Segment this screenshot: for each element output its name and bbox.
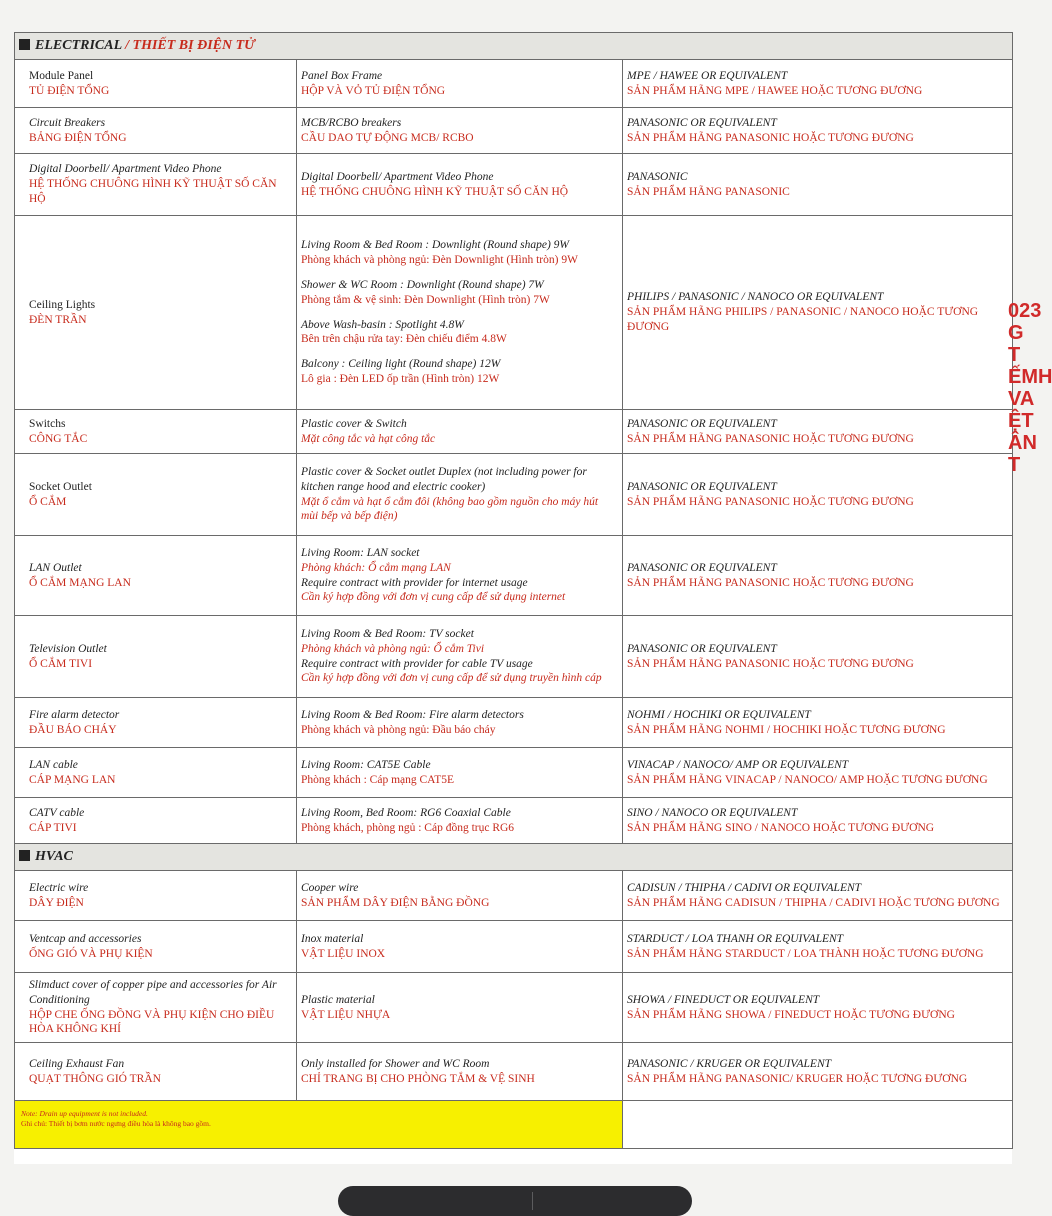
table-row (15, 454, 1013, 536)
item-cell (15, 410, 297, 454)
spec-en: Require contract with provider for cable TV usage (301, 657, 533, 670)
item-name-en: CATV cable (29, 806, 85, 819)
spec-cell (297, 798, 623, 844)
brand-vi: SẢN PHẨM HÃNG CADISUN / THIPHA / CADIVI HOẶC TƯƠNG ĐƯƠNG (627, 896, 1000, 909)
note-cell (15, 1101, 623, 1149)
section-title-vi: THIẾT BỊ ĐIỆN TỬ (132, 37, 255, 53)
brand-vi: SẢN PHẨM HÃNG PANASONIC (627, 185, 790, 198)
spec-vi: VẬT LIỆU NHỰA (301, 1008, 391, 1021)
spec-en: Living Room & Bed Room: TV socket (301, 627, 474, 640)
table-row (15, 410, 1013, 454)
spec-cell (297, 871, 623, 921)
spec-cell (297, 921, 623, 973)
brand-vi: SẢN PHẨM HÃNG PHILIPS / PANASONIC / NANOCO HOẶC TƯƠNG ĐƯƠNG (627, 306, 979, 333)
spec-vi: Phòng khách và phòng ngủ: Đầu báo cháy (301, 723, 496, 736)
brand-vi: SẢN PHẨM HÃNG PANASONIC HOẶC TƯƠNG ĐƯƠNG (627, 495, 914, 508)
brand-vi: SẢN PHẨM HÃNG SHOWA / FINEDUCT HOẶC TƯƠNG ĐƯƠNG (627, 1008, 955, 1021)
brand-en: PANASONIC OR EQUIVALENT (627, 116, 777, 129)
spec-en: Plastic material (301, 993, 375, 1006)
item-name-en: Television Outlet (29, 642, 107, 655)
item-cell (15, 798, 297, 844)
table-row (15, 973, 1013, 1043)
spec-cell (297, 216, 623, 410)
brand-en: PANASONIC (627, 170, 688, 183)
brand-cell (623, 60, 1013, 108)
item-cell (15, 748, 297, 798)
item-cell (15, 454, 297, 536)
spec-en: Living Room: LAN socket (301, 546, 420, 559)
item-name-vi: ĐÈN TRẦN (29, 313, 87, 326)
spec-vi: Phòng khách và phòng ngủ: Đèn Downlight (Hình tròn) 9W (301, 253, 578, 266)
spec-vi: SẢN PHẨM DÂY ĐIỆN BẰNG ĐỒNG (301, 896, 490, 909)
brand-vi: SẢN PHẨM HÃNG STARDUCT / LOA THÀNH HOẶC TƯƠNG ĐƯƠNG (627, 947, 984, 960)
item-name-vi: HỆ THỐNG CHUÔNG HÌNH KỸ THUẬT SỐ CĂN HỘ (29, 178, 277, 205)
table-row (15, 616, 1013, 698)
brand-en: PANASONIC / KRUGER OR EQUIVALENT (627, 1057, 832, 1070)
item-cell (15, 536, 297, 616)
item-name-vi: CÁP TIVI (29, 821, 77, 834)
item-name-en: LAN cable (29, 758, 78, 771)
specification-table (14, 32, 1013, 1149)
brand-cell (623, 216, 1013, 410)
brand-cell (623, 698, 1013, 748)
item-name-vi: Ổ CẮM MẠNG LAN (29, 576, 131, 589)
item-name-en: Fire alarm detector (29, 708, 120, 721)
brand-cell (623, 871, 1013, 921)
item-cell (15, 216, 297, 410)
item-name-vi: TỦ ĐIỆN TỔNG (29, 84, 110, 97)
spec-cell (297, 748, 623, 798)
item-name-vi: QUẠT THÔNG GIÓ TRẦN (29, 1072, 161, 1085)
table-row (15, 798, 1013, 844)
spec-vi: Phòng khách, phòng ngủ : Cáp đồng trục RG6 (301, 821, 515, 834)
spec-cell (297, 60, 623, 108)
bullet-square-icon (19, 850, 30, 861)
spec-sheet (14, 32, 1012, 1164)
spec-en: Digital Doorbell/ Apartment Video Phone (301, 170, 494, 183)
spec-vi: Cần ký hợp đồng với đơn vị cung cấp để sử dụng truyền hình cáp (301, 672, 602, 685)
spec-cell (297, 154, 623, 216)
spec-vi: CẦU DAO TỰ ĐỘNG MCB/ RCBO (301, 131, 474, 144)
spec-en: Plastic cover & Socket outlet Duplex (not including power for kitchen range hood and electric cooker) (301, 465, 587, 493)
brand-vi: SẢN PHẨM HÃNG PANASONIC HOẶC TƯƠNG ĐƯƠNG (627, 432, 914, 445)
item-cell (15, 871, 297, 921)
spec-vi: Mặt ổ cắm và hạt ổ cắm đôi (không bao gồm nguồn cho máy hút mùi bếp và bếp điện) (301, 495, 599, 523)
brand-cell (623, 108, 1013, 154)
spec-en: Panel Box Frame (301, 69, 383, 82)
item-name-en: Slimduct cover of copper pipe and accessories for Air Conditioning (29, 978, 277, 1006)
brand-en: PANASONIC OR EQUIVALENT (627, 417, 777, 430)
brand-cell (623, 798, 1013, 844)
spec-vi: Phòng khách : Cáp mạng CAT5E (301, 773, 454, 786)
brand-cell (623, 921, 1013, 973)
table-row (15, 921, 1013, 973)
spec-cell (297, 973, 623, 1043)
item-name-en: Module Panel (29, 69, 94, 82)
spec-vi: Phòng tắm & vệ sinh: Đèn Downlight (Hình tròn) 7W (301, 293, 550, 306)
spec-vi: Phòng khách và phòng ngủ: Ổ cắm Tivi (301, 642, 485, 655)
spec-en: Cooper wire (301, 881, 359, 894)
note-vi: Ghi chú: Thiết bị bơm nước ngưng điều hòa là không bao gồm. (21, 1119, 211, 1129)
spec-vi: Mặt công tắc và hạt công tắc (301, 432, 436, 445)
item-name-vi: ỐNG GIÓ VÀ PHỤ KIỆN (29, 947, 153, 960)
brand-cell (623, 1043, 1013, 1101)
spec-en: Balcony : Ceiling light (Round shape) 12W (301, 358, 501, 371)
item-name-en: Ventcap and accessories (29, 932, 142, 945)
spec-cell (297, 698, 623, 748)
spec-en: Shower & WC Room : Downlight (Round shape) 7W (301, 278, 544, 291)
brand-cell (623, 410, 1013, 454)
bottom-toolbar[interactable] (338, 1186, 692, 1216)
spec-cell (297, 616, 623, 698)
item-name-vi: CÁP MẠNG LAN (29, 773, 116, 786)
brand-cell (623, 154, 1013, 216)
spec-vi: CHỈ TRANG BỊ CHO PHÒNG TẮM & VỆ SINH (301, 1072, 535, 1085)
brand-vi: SẢN PHẨM HÃNG SINO / NANOCO HOẶC TƯƠNG ĐƯƠNG (627, 821, 935, 834)
brand-cell (623, 616, 1013, 698)
brand-en: VINACAP / NANOCO/ AMP OR EQUIVALENT (627, 758, 849, 771)
brand-vi: SẢN PHẨM HÃNG PANASONIC HOẶC TƯƠNG ĐƯƠNG (627, 576, 914, 589)
item-name-en: Digital Doorbell/ Apartment Video Phone (29, 163, 222, 176)
table-row (15, 536, 1013, 616)
item-name-vi: BẢNG ĐIỆN TỔNG (29, 131, 127, 144)
brand-en: CADISUN / THIPHA / CADIVI OR EQUIVALENT (627, 881, 862, 894)
brand-vi: SẢN PHẨM HÃNG PANASONIC/ KRUGER HOẶC TƯƠNG ĐƯƠNG (627, 1072, 968, 1085)
empty-cell (623, 1101, 1013, 1149)
item-name-vi: Ổ CẮM TIVI (29, 657, 93, 670)
brand-vi: SẢN PHẨM HÃNG NOHMI / HOCHIKI HOẶC TƯƠNG ĐƯƠNG (627, 723, 946, 736)
brand-vi: SẢN PHẨM HÃNG MPE / HAWEE HOẶC TƯƠNG ĐƯƠNG (627, 84, 923, 97)
item-name-en: LAN Outlet (29, 561, 82, 574)
item-name-en: Ceiling Lights (29, 298, 96, 311)
brand-cell (623, 536, 1013, 616)
item-name-en: Switchs (29, 417, 66, 430)
spec-en: Living Room & Bed Room : Downlight (Round shape) 9W (301, 238, 569, 251)
spec-en: MCB/RCBO breakers (301, 116, 402, 129)
brand-en: PANASONIC OR EQUIVALENT (627, 480, 777, 493)
spec-vi: Phòng khách: Ổ cắm mạng LAN (301, 561, 451, 574)
item-cell (15, 1043, 297, 1101)
item-cell (15, 698, 297, 748)
brand-en: PANASONIC OR EQUIVALENT (627, 642, 777, 655)
section-title-en: HVAC (35, 848, 73, 864)
brand-en: MPE / HAWEE OR EQUIVALENT (627, 69, 788, 82)
spec-cell (297, 108, 623, 154)
spec-en: Above Wash-basin : Spotlight 4.8W (301, 318, 464, 331)
item-cell (15, 60, 297, 108)
spec-vi: Cần ký hợp đồng với đơn vị cung cấp để sử dụng internet (301, 591, 566, 604)
item-name-en: Ceiling Exhaust Fan (29, 1057, 125, 1070)
table-row (15, 216, 1013, 410)
spec-vi: VẬT LIỆU INOX (301, 947, 386, 960)
section-hvac-header (15, 844, 1013, 871)
spec-en: Living Room, Bed Room: RG6 Coaxial Cable (301, 806, 511, 819)
spec-en: Living Room: CAT5E Cable (301, 758, 431, 771)
brand-en: SINO / NANOCO OR EQUIVALENT (627, 806, 798, 819)
item-name-en: Socket Outlet (29, 480, 92, 493)
spec-en: Inox material (301, 932, 364, 945)
spec-vi: Bên trên chậu rửa tay: Đèn chiếu điểm 4.8W (301, 333, 507, 346)
item-cell (15, 973, 297, 1043)
item-cell (15, 108, 297, 154)
spec-vi: Lô gia : Đèn LED ốp trần (Hình tròn) 12W (301, 373, 500, 386)
spec-en: Plastic cover & Switch (301, 417, 407, 430)
brand-en: NOHMI / HOCHIKI OR EQUIVALENT (627, 708, 811, 721)
item-cell (15, 921, 297, 973)
spec-en: Only installed for Shower and WC Room (301, 1057, 490, 1070)
brand-en: STARDUCT / LOA THANH OR EQUIVALENT (627, 932, 844, 945)
table-row (15, 60, 1013, 108)
spec-cell (297, 1043, 623, 1101)
spec-en: Require contract with provider for internet usage (301, 576, 528, 589)
item-name-vi: ĐẦU BÁO CHÁY (29, 723, 117, 736)
bullet-square-icon (19, 39, 30, 50)
item-cell (15, 616, 297, 698)
table-row (15, 871, 1013, 921)
section-title-en: ELECTRICAL (35, 37, 122, 53)
note-en: Note: Drain up equipment is not included. (21, 1109, 148, 1118)
brand-en: PHILIPS / PANASONIC / NANOCO OR EQUIVALENT (627, 291, 884, 304)
item-name-vi: Ổ CẮM (29, 495, 67, 508)
item-name-en: Circuit Breakers (29, 116, 106, 129)
item-cell (15, 154, 297, 216)
red-stamp-fragment: 023 G T ẾMH VA ỆT ÂN T (1008, 300, 1052, 476)
section-electrical-header (15, 33, 1013, 60)
brand-cell (623, 973, 1013, 1043)
brand-en: PANASONIC OR EQUIVALENT (627, 561, 777, 574)
item-name-vi: HỘP CHE ỐNG ĐỒNG VÀ PHỤ KIỆN CHO ĐIỀU HÒA KHÔNG KHÍ (29, 1008, 275, 1036)
table-row (15, 698, 1013, 748)
brand-vi: SẢN PHẨM HÃNG PANASONIC HOẶC TƯƠNG ĐƯƠNG (627, 131, 914, 144)
table-row (15, 108, 1013, 154)
spec-en: Living Room & Bed Room: Fire alarm detectors (301, 708, 524, 721)
spec-cell (297, 410, 623, 454)
brand-vi: SẢN PHẨM HÃNG PANASONIC HOẶC TƯƠNG ĐƯƠNG (627, 657, 914, 670)
spec-cell (297, 454, 623, 536)
spec-vi: HỆ THỐNG CHUÔNG HÌNH KỸ THUẬT SỐ CĂN HỘ (301, 185, 569, 198)
item-name-vi: DÂY ĐIỆN (29, 896, 84, 909)
note-row (15, 1101, 1013, 1149)
table-row (15, 1043, 1013, 1101)
table-row (15, 154, 1013, 216)
table-row (15, 748, 1013, 798)
brand-en: SHOWA / FINEDUCT OR EQUIVALENT (627, 993, 820, 1006)
brand-cell (623, 748, 1013, 798)
brand-vi: SẢN PHẨM HÃNG VINACAP / NANOCO/ AMP HOẶC TƯƠNG ĐƯƠNG (627, 773, 988, 786)
item-name-vi: CÔNG TẮC (29, 432, 88, 445)
brand-cell (623, 454, 1013, 536)
spec-cell (297, 536, 623, 616)
spec-vi: HỘP VÀ VỎ TỦ ĐIỆN TỔNG (301, 84, 446, 97)
item-name-en: Electric wire (29, 881, 89, 894)
section-title-separator: / (121, 37, 133, 53)
